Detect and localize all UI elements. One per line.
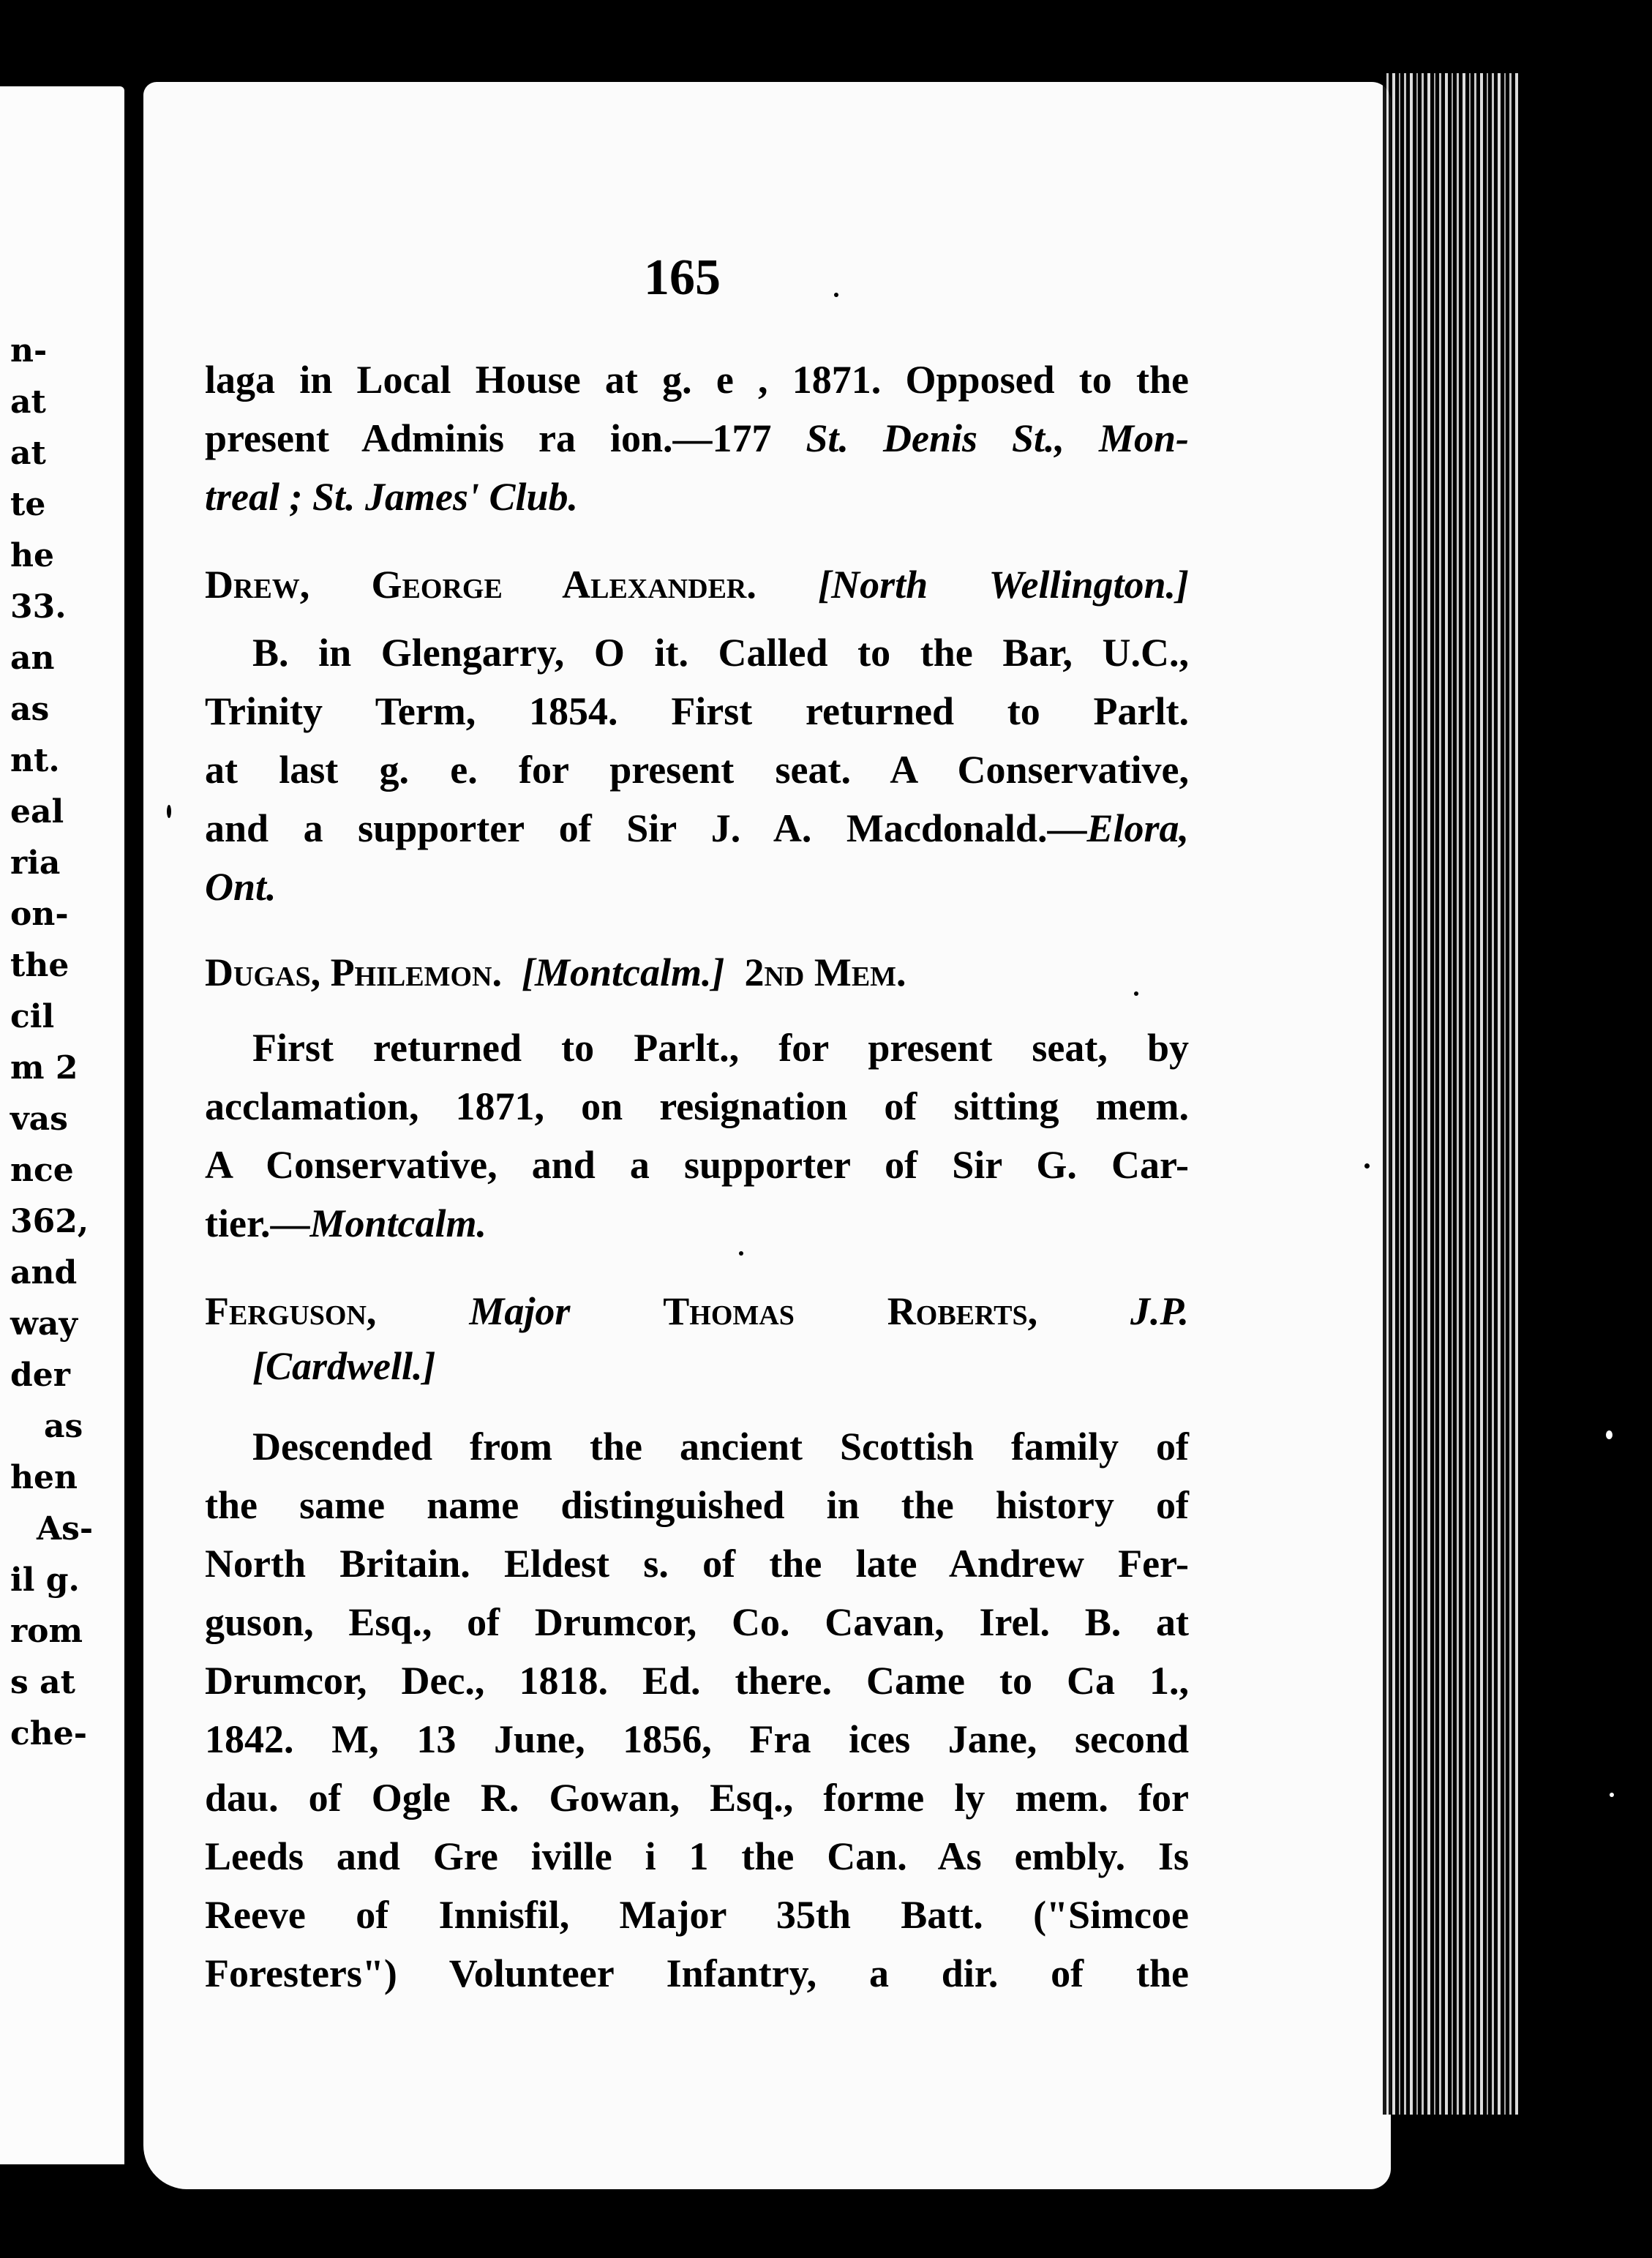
scan-speck xyxy=(1134,991,1138,996)
scan-speck xyxy=(1606,1430,1612,1439)
left-page-word: rom xyxy=(10,1613,83,1650)
left-page-word: way xyxy=(10,1305,78,1343)
title: J.P. xyxy=(1130,1289,1190,1333)
scan-speck xyxy=(1364,1163,1370,1169)
text-line: A Conservative, and a supporter of Sir G. Car- xyxy=(205,1143,1189,1187)
entry-heading xyxy=(205,563,1190,607)
text-run: Ont. xyxy=(205,865,277,909)
text-run: Montcalm. xyxy=(309,1201,487,1245)
left-page-word: he xyxy=(10,537,54,574)
text-run: St. Denis St., Mon- xyxy=(806,416,1189,460)
left-page-word: nce xyxy=(10,1152,74,1189)
left-page-word: 362, xyxy=(10,1203,89,1240)
text-line: Drumcor, Dec., 1818. Ed. there. Came to Ca 1., xyxy=(205,1659,1189,1703)
left-page-word: eal xyxy=(10,793,64,830)
member-note: 2nd Mem. xyxy=(744,950,906,994)
left-page-word: as xyxy=(10,691,50,728)
text-line xyxy=(205,867,1189,907)
text-line: First returned to Parlt., for present seat, by xyxy=(252,1026,1189,1070)
text-line: laga in Local House at g. e , 1871. Opposed to the xyxy=(205,358,1189,402)
text-line: dau. of Ogle R. Gowan, Esq., forme ly mem. for xyxy=(205,1776,1189,1820)
text-run: tier.— xyxy=(205,1201,310,1245)
left-page-word: ria xyxy=(10,844,61,882)
left-page-word: n- xyxy=(10,332,48,370)
entry-heading xyxy=(205,1291,1189,1331)
text-line xyxy=(205,806,1189,850)
text-line: at last g. e. for present seat. A Conservative, xyxy=(205,748,1189,792)
text-line xyxy=(205,1201,1189,1245)
text-line: Leeds and Gre iville i 1 the Can. As embly. Is xyxy=(205,1834,1189,1878)
text-line: Descended from the ancient Scottish family of xyxy=(252,1425,1189,1469)
left-page-word: an xyxy=(10,639,55,677)
left-page-word: cil xyxy=(10,998,55,1035)
scan-speck xyxy=(834,293,838,297)
text-line: Foresters") Volunteer Infantry, a dir. of the xyxy=(205,1951,1189,1995)
entry-name: Thomas xyxy=(663,1289,795,1333)
page-number: 165 xyxy=(644,250,721,306)
left-page-word: 33. xyxy=(10,588,67,626)
left-page-word: nt. xyxy=(10,742,60,779)
page-edge-stack xyxy=(1383,73,1522,2115)
left-page-word: the xyxy=(10,947,70,984)
entry-name: Dugas, Philemon. xyxy=(205,950,502,994)
left-page-word: te xyxy=(10,486,46,523)
scan-speck xyxy=(167,805,171,818)
text-line: Reeve of Innisfil, Major 35th Batt. ("Simcoe xyxy=(205,1893,1189,1937)
entry-heading xyxy=(205,950,1189,994)
left-page-word: il g. xyxy=(10,1561,80,1599)
left-page-word: hen xyxy=(10,1459,78,1496)
left-page-word: s at xyxy=(10,1664,75,1701)
left-page-word: on- xyxy=(10,896,69,933)
title: Major xyxy=(469,1289,571,1333)
left-page-fragment xyxy=(0,86,124,2164)
left-page-word: at xyxy=(10,435,46,472)
text-run: and a supporter of Sir J. A. Macdonald.— xyxy=(205,806,1087,850)
scan-speck xyxy=(1610,1793,1614,1797)
constituency: [North Wellington.] xyxy=(818,563,1190,607)
left-page-word: and xyxy=(10,1254,78,1291)
text-line: guson, Esq., of Drumcor, Co. Cavan, Irel. B. at xyxy=(205,1600,1189,1644)
entry-name: Ferguson, xyxy=(205,1289,377,1333)
entry-name: Drew, George Alexander. xyxy=(205,563,756,607)
left-page-word: der xyxy=(10,1357,70,1394)
left-page-word: As- xyxy=(37,1510,94,1548)
text-line: B. in Glengarry, O it. Called to the Bar, U.C., xyxy=(252,631,1189,675)
text-run: treal ; St. James' Club. xyxy=(205,475,579,519)
constituency-line xyxy=(252,1346,1189,1386)
text-line: North Britain. Eldest s. of the late Andrew Fer- xyxy=(205,1542,1189,1586)
entry-name: Roberts, xyxy=(887,1289,1038,1333)
text-run: present Adminis ra ion.—177 xyxy=(205,416,806,460)
constituency: [Montcalm.] xyxy=(521,950,725,994)
text-line: the same name distinguished in the history of xyxy=(205,1483,1189,1527)
left-page-word: m 2 xyxy=(10,1049,78,1087)
left-page-word: at xyxy=(10,383,46,421)
text-line: 1842. M, 13 June, 1856, Fra ices Jane, second xyxy=(205,1717,1189,1761)
text-line xyxy=(205,477,1189,517)
scan-speck xyxy=(739,1251,743,1256)
left-page-word: as xyxy=(44,1408,83,1445)
text-line: Trinity Term, 1854. First returned to Parlt. xyxy=(205,689,1189,733)
text-line: acclamation, 1871, on resignation of sitting mem. xyxy=(205,1084,1189,1128)
left-page-word: che- xyxy=(10,1715,88,1752)
text-line xyxy=(205,416,1189,460)
left-page-word: vas xyxy=(10,1100,68,1138)
text-run: Elora, xyxy=(1086,806,1189,850)
constituency: [Cardwell.] xyxy=(252,1344,436,1388)
